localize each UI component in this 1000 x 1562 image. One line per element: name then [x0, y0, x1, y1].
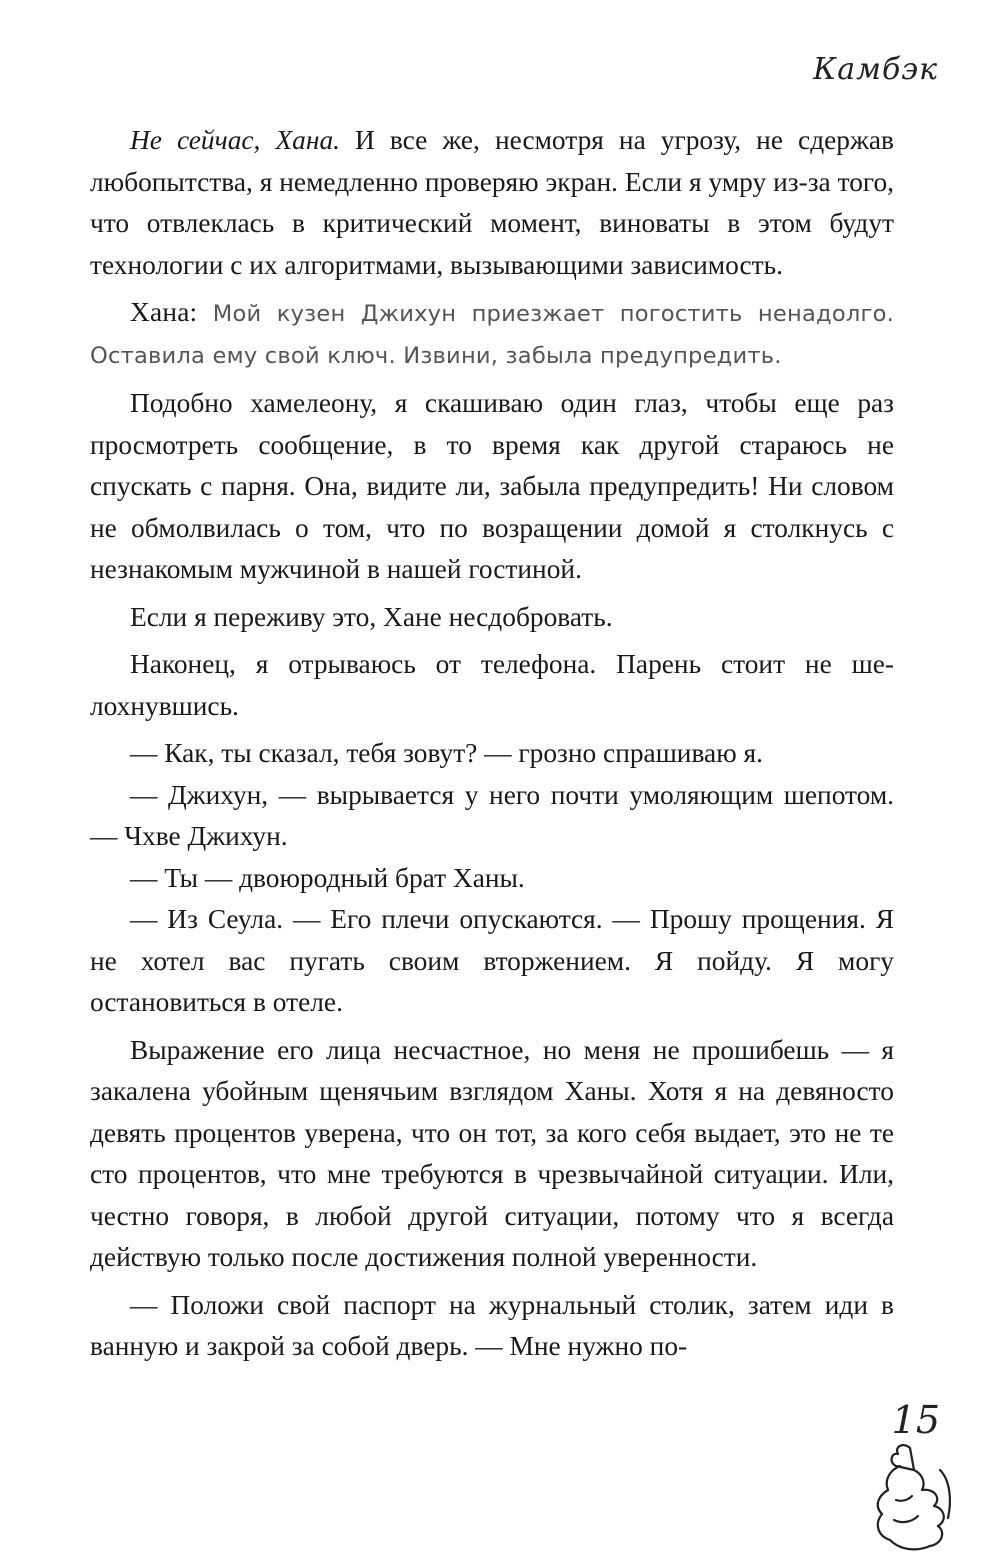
dialogue-line-2: — Джихун, — вырывается у него почти умоляющим шепотом. — Чхве Джихун. — [90, 779, 894, 851]
dialogue-line-5: — Положи свой паспорт на журнальный столик, затем иди в ванную и закрой за собой дверь. — Мне нужно по- — [90, 1289, 894, 1361]
paragraph-4: Если я переживу это, Хане несдобровать. — [130, 601, 613, 632]
page-body — [90, 120, 894, 1368]
paragraph-text: И все же, несмотря на угрозу, не сдержав любопытства, я немедленно проверяю экран. Если я умру из-за того, что отвлеклась в критический момент, виноваты в этом будут технологии с их алгоритмами, вызывающими зависимость. — [90, 125, 894, 280]
paragraph-10: Выражение его лица несчастное, но меня не прошибешь — я закалена убойным щенячьим взглядом Ханы. Хотя я на девяносто девять процентов уверена, что он тот, за кого себя выдает, это не те сто процентов, что мне требуются в чрезвычайной ситуации. Или, честно говоря, в любой другой ситуации, потому что я всегда действую только после достижения полной уверенности. — [90, 1034, 894, 1272]
text-message — [90, 292, 894, 377]
paragraph-3: Подобно хамелеону, я скашиваю один глаз, чтобы еще раз просмотреть сообщение, в то время как другой стараюсь не спускать с парня. Она, видите ли, забыла предупредить! Ни словом не обмолвилась о том, что по возращении домой я столкнусь с незнакомым мужчиной в нашей гостиной. — [90, 388, 894, 584]
finger-heart-hand-icon — [870, 1440, 960, 1558]
dialogue-line-4: — Из Сеула. — Его плечи опускаются. — Прошу прощения. Я не хотел вас пугать своим вторжением. Я пойду. Я могу остановиться в отеле. — [90, 904, 894, 1017]
italic-thought: Не сейчас, Хана. — [130, 125, 340, 155]
dialogue-line-3: — Ты — двоюродный брат Ханы. — [130, 862, 525, 893]
dialogue-line-1: — Как, ты сказал, тебя зовут? — грозно спрашиваю я. — [130, 738, 763, 768]
running-title: Камбэк — [812, 52, 938, 87]
paragraph-1 — [90, 120, 894, 286]
message-text: Мой кузен Джихун приезжает погостить ненадолго. Оставила ему свой ключ. Извини, забыла предупредить. — [90, 301, 894, 369]
paragraph-5: Наконец, я отрываюсь от телефона. Парень стоит не шелохнувшись. — [90, 649, 894, 721]
message-sender: Хана: — [130, 297, 198, 327]
page-number: 15 — [891, 1398, 940, 1442]
